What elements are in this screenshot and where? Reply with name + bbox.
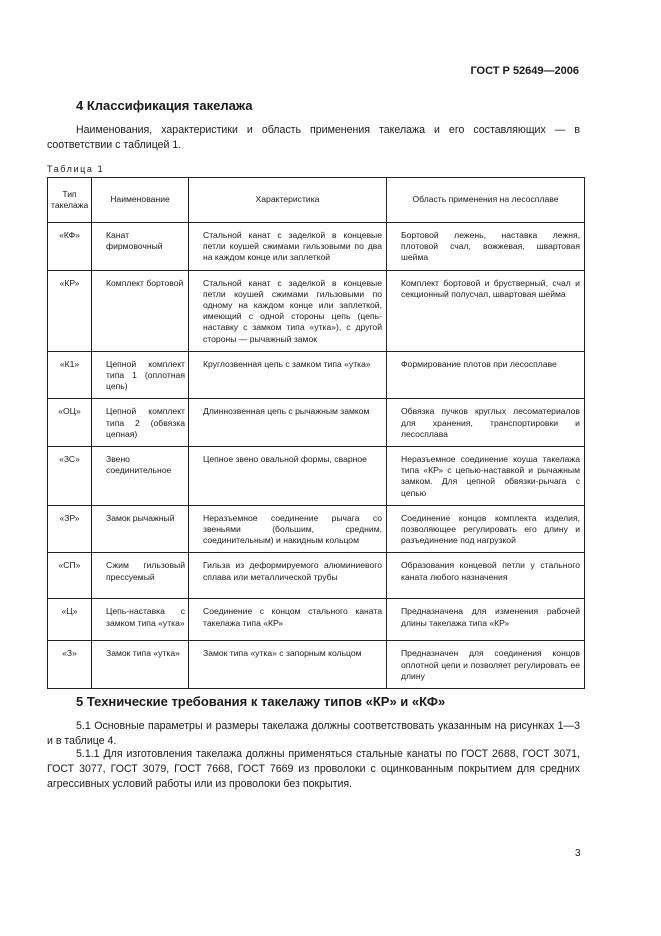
cell-characteristic: Цепное звено овальной формы, сварное (189, 447, 387, 506)
table-row (48, 270, 585, 351)
cell-characteristic: Гильза из деформируемого алюминиевого сплава или металлической трубы (189, 553, 387, 599)
section-5-paragraph-2: 5.1.1 Для изготовления такелажа должны применяться стальные канаты по ГОСТ 2688, ГОСТ 3071, ГОСТ 3077, ГОСТ 3079, ГОСТ 7668, ГОСТ 7669 из проволоки с оцинкованным покрытием для средних агрессивных условий работы или из проволоки без покрытия. (47, 748, 580, 790)
cell-name: Комплект бортовой (92, 270, 189, 351)
header-characteristic: Характеристика (189, 178, 387, 223)
cell-characteristic: Стальной канат с заделкой в концевые петли коушей сжимами гильзовыми по два на каждом конце или заплеткой (189, 223, 387, 271)
section-4-intro: Наименования, характеристики и область применения такелажа и его составляющих — в соответствии с таблицей 1. (47, 124, 580, 151)
header-name: Наименование (92, 178, 189, 223)
cell-type: «КР» (48, 270, 92, 351)
cell-name: Цепной комплект типа 1 (оплотная цепь) (92, 351, 189, 399)
cell-application: Комплект бортовой и брустверный, счал и секционный полусчал, швартовая шейма (387, 270, 585, 351)
cell-application: Формирование плотов при лесосплаве (387, 351, 585, 399)
cell-application: Предназначена для изменения рабочей длины такелажа типа «КР» (387, 599, 585, 641)
cell-name: Замок типа «утка» (92, 641, 189, 689)
table-header-row (48, 178, 585, 223)
cell-type: «КФ» (48, 223, 92, 271)
cell-characteristic: Соединение с концом стального каната такелажа типа «КР» (189, 599, 387, 641)
cell-type: «ЗР» (48, 505, 92, 553)
cell-application: Неразъемное соединение коуша такелажа типа «КР» с цепью-наставкой и рычажным замком. Для цепной обвязки-рычага с цепью (387, 447, 585, 506)
table-row (48, 399, 585, 447)
document-code: ГОСТ Р 52649—2006 (470, 65, 579, 77)
table-caption: Таблица 1 (47, 164, 105, 174)
cell-characteristic: Круглозвенная цепь с замком типа «утка» (189, 351, 387, 399)
cell-name: Замок рычажный (92, 505, 189, 553)
cell-characteristic: Замок типа «утка» с запорным кольцом (189, 641, 387, 689)
table-row (48, 505, 585, 553)
cell-type: «СП» (48, 553, 92, 599)
table-row (48, 641, 585, 689)
table-row (48, 553, 585, 599)
cell-name: Цепь-наставка с замком типа «утка» (92, 599, 189, 641)
header-application: Область применения на лесосплаве (387, 178, 585, 223)
cell-name: Канат фирмовочный (92, 223, 189, 271)
cell-name: Цепной комплект типа 2 (обвязка цепная) (92, 399, 189, 447)
cell-type: «ОЦ» (48, 399, 92, 447)
header-type: Тип такелажа (48, 178, 92, 223)
cell-characteristic: Длиннозвенная цепь с рычажным замком (189, 399, 387, 447)
cell-application: Образования концевой петли у стального каната любого назначения (387, 553, 585, 599)
section-4-title: 4 Классификация такелажа (76, 98, 253, 113)
cell-name: Сжим гильзовый прессуемый (92, 553, 189, 599)
cell-characteristic: Стальной канат с заделкой в концевые петли коушей сжимами гильзовыми по одному на каждом конце или заплеткой, имеющий с одной стороны цепь (цепь-наставку с замком типа «утка»), с другой стороны — рычажный замок (189, 270, 387, 351)
cell-type: «З» (48, 641, 92, 689)
table-row (48, 599, 585, 641)
cell-type: «ЗС» (48, 447, 92, 506)
cell-application: Бортовой лежень, наставка лежня, плотовой счал, вожжевая, швартовая шейма (387, 223, 585, 271)
cell-characteristic: Неразъемное соединение рычага со звеньями (большим, средним, соединительным) и накидным кольцом (189, 505, 387, 553)
table-row (48, 223, 585, 271)
section-5-paragraph-1: 5.1 Основные параметры и размеры такелажа должны соответствовать указанным на рисунках 1—3 и в таблице 4. (47, 720, 580, 747)
table-row (48, 351, 585, 399)
cell-name: Звено соединительное (92, 447, 189, 506)
cell-application: Предназначен для соединения концов оплотной цепи и позволяет регулировать ее длину (387, 641, 585, 689)
section-5-title: 5 Технические требования к такелажу типов «КР» и «КФ» (76, 694, 446, 709)
classification-table (47, 177, 585, 689)
cell-application: Обвязка пучков круглых лесоматериалов для хранения, транспортировки и лесосплава (387, 399, 585, 447)
cell-type: «К1» (48, 351, 92, 399)
table-row (48, 447, 585, 506)
cell-type: «Ц» (48, 599, 92, 641)
page-number: 3 (575, 848, 581, 859)
cell-application: Соединение концов комплекта изделия, позволяющее регулировать его длину и разъединение под нагрузкой (387, 505, 585, 553)
